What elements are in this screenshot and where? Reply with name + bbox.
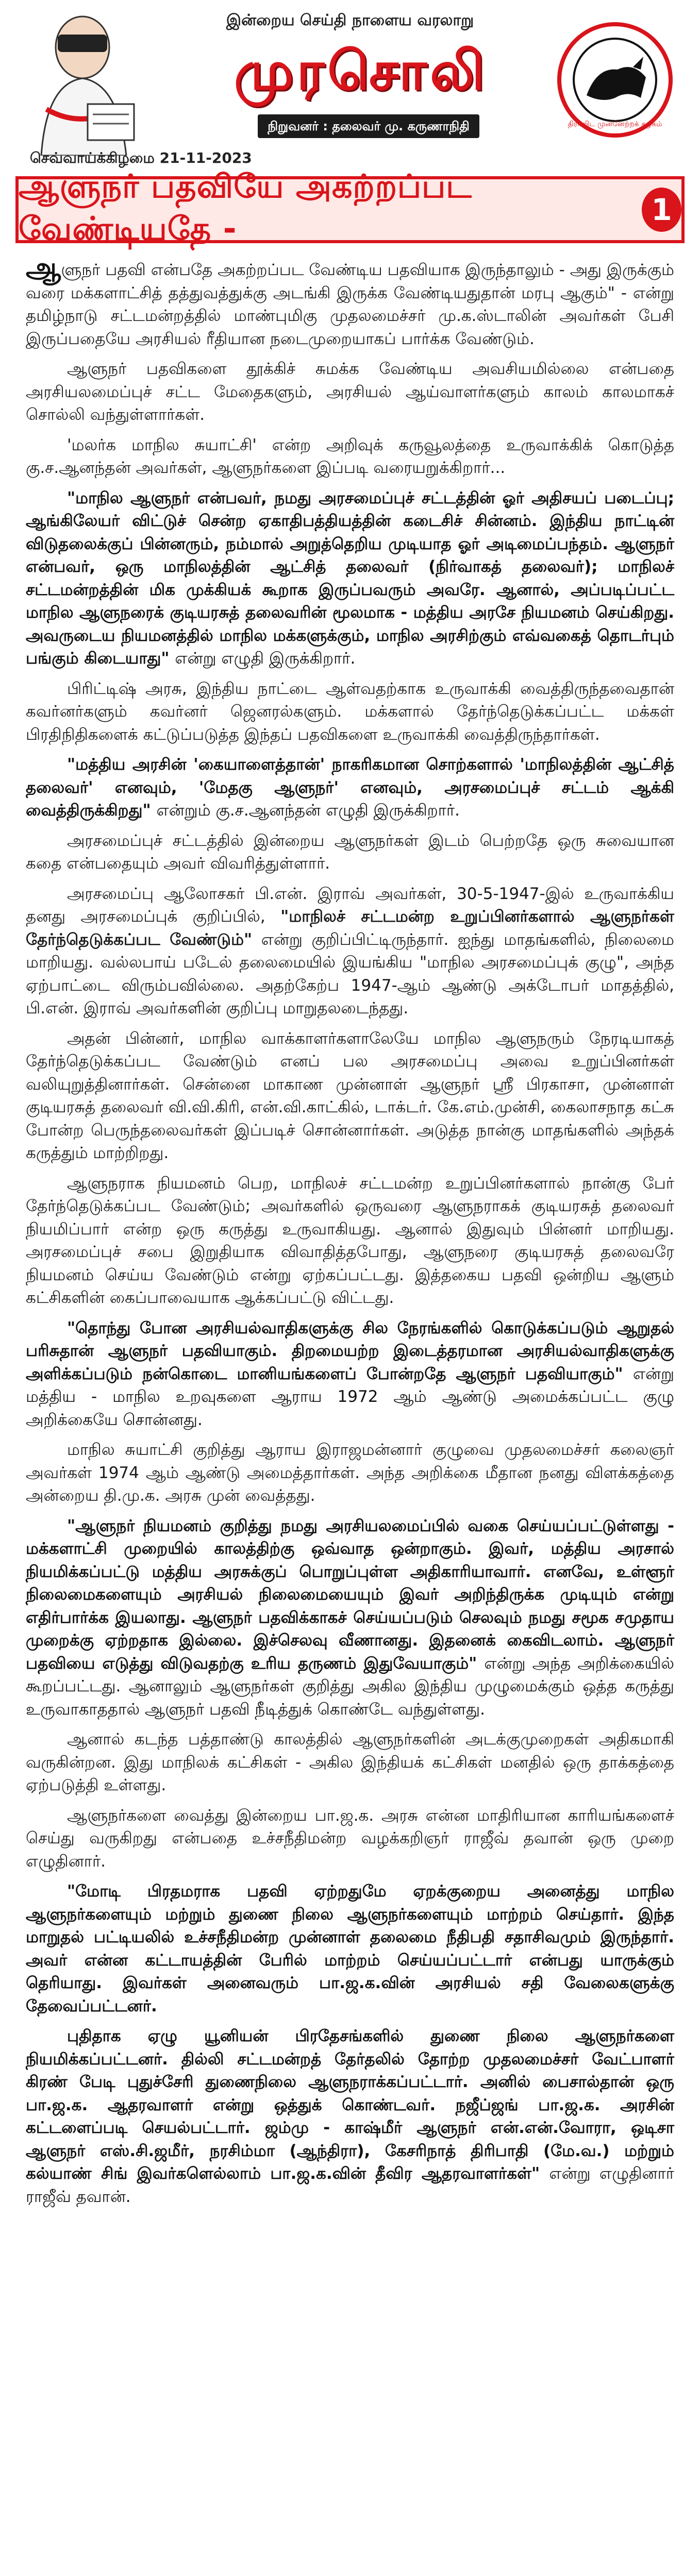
paragraph: அரசமைப்புச் சட்டத்தில் இன்றைய ஆளுநர்கள் இடம் பெற்றதே ஒரு சுவையான கதை என்பதையும் அவர் விவரித்துள்ளார்.	[26, 831, 674, 873]
paragraph: அதன் பின்னர், மாநில வாக்காளர்களாலேயே மாநில ஆளுநரும் நேரடியாகத் தேர்ந்தெடுக்கப்பட வேண்டும் எனப் பல அரசமைப்பு அவை உறுப்பினர்கள் வலியுறுத்தினார்கள். சென்னை மாகாண முன்னாள் ஆளுநர் ஸ்ரீ பிரகாசா, முன்னாள் குடியரசுத் தலைவர் வி.வி.கிரி, என்.வி.காட்கில், டாக்டர். கே.எம்.முன்சி, கைலாசநாத கட்சு போன்ற பெருந்தலைவர்கள் இப்படிச் சொன்னார்கள். அடுத்த நான்கு மாதங்களில் அந்தக் கருத்தும் மாற்றிறது.	[26, 1029, 674, 1162]
paragraph: பிரிட்டிஷ் அரசு, இந்திய நாட்டை ஆள்வதற்காக உருவாக்கி வைத்திருந்தவைதான் கவர்னர்களும் கவர்னர் ஜெனரல்களும். மக்களால் தேர்ந்தெடுக்கப்பட்ட மக்கள் பிரதிநிதிகளைக் கட்டுப்படுத்த இந்தப் பதவிகளை உருவாக்கி வைத்திருந்தார்கள்.	[26, 679, 674, 744]
tagline: இன்றைய செய்தி நாளைய வரலாறு	[226, 11, 474, 29]
quote-paragraph: "மத்திய அரசின் 'கையாளைத்தான்' நாகரிகமான சொற்களால் 'மாநிலத்தின் ஆட்சித் தலைவர்' எனவும், 'மேதகு ஆளுநர்' எனவும், அரசமைப்புச் சட்டம் ஆக்கி வைத்திருக்கிறது" என்றும் கு.ச.ஆனந்தன் எழுதி இருக்கிறார்.	[26, 755, 674, 820]
party-emblem-seal	[556, 21, 674, 139]
paragraph: ஆனால் கடந்த பத்தாண்டு காலத்தில் ஆளுநர்களின் அடக்குமுறைகள் அதிகமாகி வருகின்றன. இது மாநிலக் கட்சிகள் - அகில இந்தியக் கட்சிகள் மனதில் ஒரு தாக்கத்தை ஏற்படுத்தி உள்ளது.	[26, 1730, 674, 1794]
paragraph: ஆளுநர் பதவிகளை தூக்கிச் சுமக்க வேண்டிய அவசியமில்லை என்பதை அரசியலமைப்புச் சட்ட மேதைகளும், அரசியல் ஆய்வாளர்களும் காலம் காலமாகச் சொல்லி வந்துள்ளார்கள்.	[26, 360, 674, 424]
svg-text:திராவிட முன்னேற்றக் கழகம்: திராவிட முன்னேற்றக் கழகம்	[568, 120, 662, 128]
quote-paragraph: "மோடி பிரதமராக பதவி ஏற்றதுமே ஏறக்குறைய அனைத்து மாநில ஆளுநர்களையும் மற்றும் துணை நிலை ஆளுநர்களையும் மாற்றம் செய்தார். இந்த மாறுதல் பட்டியலில் உச்சநீதிமன்ற முன்னாள் தலைமை நீதிபதி சதாசிவமும் இருந்தார். அவர் என்ன கட்டாயத்தின் பேரில் மாற்றம் செய்யப்பட்டார் என்பது யாருக்கும் தெரியாது. இவர்கள் அனைவரும் பா.ஜ.க.வின் அரசியல் சதி வேலைகளுக்கு தேவைப்பட்டனர்.	[26, 1882, 674, 2015]
paragraph: 'மலர்க மாநில சுயாட்சி' என்ற அறிவுக் கருவூலத்தை உருவாக்கிக் கொடுத்த கு.ச.ஆனந்தன் அவர்கள், ஆளுநர்களை இப்படி வரையறுக்கிறார்...	[26, 435, 674, 477]
newspaper-brand-logo: முரசொலி	[234, 39, 488, 102]
paragraph: ஆளுநராக நியமனம் பெற, மாநிலச் சட்டமன்ற உறுப்பினர்களால் நான்கு பேர் தேர்ந்தெடுக்கப்பட வேண்டும்; அவர்களில் ஒருவரை ஆளுநராகக் குடியரசுத் தலைவர் நியமிப்பார் என்ற ஒரு கருத்து உருவாகியது. ஆனால் இதுவும் பின்னர் மாறியது. அரசமைப்புச் சபை இறுதியாக விவாதித்தபோது, ஆளுநரை குடியரசுத் தலைவரே நியமனம் செய்ய வேண்டும் என்று ஏற்கப்பட்டது. இத்தகைய பதவி ஒன்றிய ஆளும் கட்சிகளின் கைப்பாவையாக ஆக்கப்பட்டு விட்டது.	[26, 1174, 674, 1307]
headline-box	[15, 167, 685, 247]
article-body	[15, 243, 685, 2208]
headline-title: ஆளுநர் பதவியே அகற்றப்பட வேண்டியதே -	[19, 167, 472, 247]
founder-banner: நிறுவனர் : தலைவர் மு. கருணாநிதி	[258, 114, 479, 138]
paragraph: அரசமைப்பு ஆலோசகர் பி.என். இராவ் அவர்கள், 30-5-1947-இல் உருவாக்கிய தனது அரசமைப்புக் குறிப்பில், "மாநிலச் சட்டமன்ற உறுப்பினர்களால் ஆளுநர்கள் தேர்ந்தெடுக்கப்பட வேண்டும்" என்று குறிப்பிட்டிருந்தார். ஐந்து மாதங்களில், நிலைமை மாறியது. வல்லபாய் படேல் தலைமையில் இயங்கிய "மாநில அரசமைப்புக் குழு", அந்த ஏற்பாட்டை விரும்பவில்லை. அதற்கேற்ப 1947-ஆம் ஆண்டு அக்டோபர் மாதத்தில், பி.என். இராவ் அவர்களின் குறிப்பு மாறுதலடைந்தது.	[26, 884, 675, 1018]
quote-paragraph: "ஆளுநர் நியமனம் குறித்து நமது அரசியலமைப்பில் வகை செய்யப்பட்டுள்ளது - மக்களாட்சி முறையில் காலத்திற்கு ஒவ்வாத ஒன்றாகும். இவர், மத்திய அரசால் நியமிக்கப்பட்டு மத்திய அரசுக்குப் பொறுப்புள்ள அதிகாரியாவார். எனவே, உள்ளூர் நிலைமைகளையும் அரசியல் நிலைமையையும் இவர் அறிந்திருக்க முடியும் என்று எதிர்பார்க்க இயலாது. ஆளுநர் பதவிக்காகச் செய்யப்படும் செலவும் நமது சமூக சமுதாய முறைக்கு ஏற்றதாக இல்லை. இச்செலவு வீணானது. இதனைக் கைவிடலாம். ஆளுநர் பதவியை எடுத்து விடுவதற்கு உரிய தருணம் இதுவேயாகும்" என்று அந்த அறிக்கையில் கூறப்பட்டது. ஆனாலும் ஆளுநர்கள் குறித்து அகில இந்திய முழுமைக்கும் ஒத்த கருத்து உருவாகாததால் ஆளுநர் பதவி நீடித்துக் கொண்டே வந்துள்ளது.	[26, 1516, 675, 1719]
paragraph: ஆளுநர்களை வைத்து இன்றைய பா.ஜ.க. அரசு என்ன மாதிரியான காரியங்களைச் செய்து வருகிறது என்பதை உச்சநீதிமன்ற வழக்கறிஞர் ராஜீவ் தவான் ஒரு முறை எழுதினார்.	[26, 1806, 674, 1871]
series-part-badge: 1	[642, 188, 681, 232]
masthead	[15, 0, 685, 170]
paragraph: ஆளுநர் பதவி என்பதே அகற்றப்பட வேண்டிய பதவியாக இருந்தாலும் - அது இருக்கும் வரை மக்களாட்சித் தத்துவத்துக்கு அடங்கி இருக்க வேண்டியதுதான் மரபு ஆகும்" - என்று தமிழ்நாடு சட்டமன்றத்தில் மாண்புமிகு முதலமைச்சர் மு.க.ஸ்டாலின் அவர்கள் பேசி இருப்பதையே அரசியல் ரீதியான நடைமுறையாகப் பார்க்க வேண்டும்.	[26, 251, 674, 348]
paragraph: மாநில சுயாட்சி குறித்து ஆராய இராஜமன்னார் குழுவை முதலமைச்சர் கலைஞர் அவர்கள் 1974 ஆம் ஆண்டு அமைத்தார்கள். அந்த அறிக்கை மீதான நனது விளக்கத்தை அன்றைய தி.மு.க. அரசு முன் வைத்தது.	[26, 1440, 674, 1505]
quote-paragraph: புதிதாக ஏழு யூனியன் பிரதேசங்களில் துணை நிலை ஆளுநர்களை நியமிக்கப்பட்டனர். தில்லி சட்டமன்றத் தேர்தலில் தோற்ற முதலமைச்சர் வேட்பாளர் கிரண் பேடி புதுச்சேரி துணைநிலை ஆளுநராக்கப்பட்டார். அனில் பைசால்தான் ஒரு பா.ஜ.க. ஆதரவாளர் என்று ஒத்துக் கொண்டவர். நஜீப்ஜங் பா.ஜ.க. அரசின் கட்டளைப்படி செயல்பட்டார். ஜம்மு - காஷ்மீர் ஆளுநர் என்.என்.வோரா, ஒடிசா ஆளுநர் எஸ்.சி.ஜமீர், நரசிம்மா (ஆந்திரா), கேசரிநாத் திரிபாதி (மே.வ.) மற்றும் கல்யாண் சிங் இவர்களெல்லாம் பா.ஜ.க.வின் தீவிர ஆதரவாளர்கள்" என்று எழுதினார் ராஜீவ் தவான்.	[26, 2027, 675, 2206]
issue-date: செவ்வாய்க்கிழமை 21-11-2023	[30, 149, 252, 166]
drop-cap: ஆ	[26, 251, 61, 284]
quote-paragraph: "தொந்து போன அரசியல்வாதிகளுக்கு சில நேரங்களில் கொடுக்கப்படும் ஆறுதல் பரிசுதான் ஆளுநர் பதவியாகும். திறமையற்ற இடைத்தரமான அரசியல்வாதிகளுக்கு அளிக்கப்படும் நன்கொடை மானியங்களைப் போன்றதே ஆளுநர் பதவியாகும்" என்று மத்திய - மாநில உறவுகளை ஆராய 1972 ஆம் ஆண்டு அமைக்கப்பட்ட குழு அறிக்கையே சொன்னது.	[26, 1318, 674, 1429]
quote-paragraph: "மாநில ஆளுநர் என்பவர், நமது அரசமைப்புச் சட்டத்தின் ஓர் அதிசயப் படைப்பு; ஆங்கிலேயர் விட்டுச் சென்ற ஏகாதிபத்தியத்தின் கடைசிச் சின்னம். இந்திய நாட்டின் விடுதலைக்குப் பின்னரும், நம்மால் அறுத்தெறிய முடியாத ஓர் அடிமைப்பந்தம். ஆளுநர் என்பவர், ஒரு மாநிலத்தின் ஆட்சித் தலைவர் (நிர்வாகத் தலைவர்); மாநிலச் சட்டமன்றத்தின் மிக முக்கியக் கூறாக இருப்பவரும் அவரே. ஆனால், அப்படிப்பட்ட மாநில ஆளுநரைக் குடியரசுத் தலைவரின் மூலமாக - மத்திய அரசே நியமனம் செய்கிறது. அவருடைய நியமனத்தில் மாநில மக்களுக்கும், மாநில அரசிற்கும் எவ்வகைத் தொடர்பும் பங்கும் கிடையாது" என்று எழுதி இருக்கிறார்.	[26, 488, 674, 668]
